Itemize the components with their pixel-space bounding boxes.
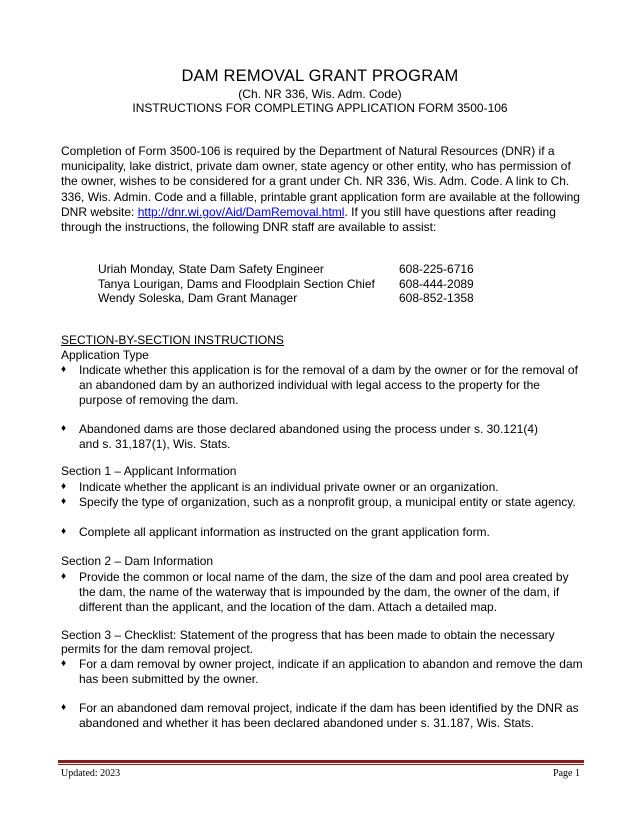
bullet-icon: ♦	[61, 526, 67, 537]
intro-text-before: Completion of Form 3500-106 is required by the Department of Natural Resources (DNR) if a municipality, lake district, private dam owner, state agency or other entity, who has permission of the owner, wishes to be considered for a grant under Ch. NR 336, Wis. Adm. Code. A link to Ch. 336, Wis. Admin. Code and a fillable, printable grant application form are available at the following DNR website:	[61, 144, 580, 219]
list-item	[61, 525, 583, 540]
bullet-icon: ♦	[61, 496, 67, 507]
section3-heading: Section 3 – Checklist: Statement of the progress that has been made to obtain the necessary	[61, 628, 555, 642]
intro-paragraph	[61, 144, 583, 235]
bullet-text: For a dam removal by owner project, indicate if an application to abandon and remove the dam has been submitted by the owner.	[79, 657, 583, 686]
intro-text-after: . If you still have questions after reading through the instructions, the following DNR staff are available to assist:	[61, 204, 556, 235]
contact-list	[98, 262, 518, 306]
contact-name: Tanya Lourigan, Dams and Floodplain Section Chief	[98, 276, 375, 291]
dnr-website-link[interactable]: http://dnr.wi.gov/Aid/DamRemoval.html	[137, 204, 345, 219]
footer-divider	[58, 760, 584, 763]
contact-phone: 608-852-1358	[399, 291, 474, 305]
section3-heading-cont: permits for the dam removal project.	[61, 642, 254, 656]
bullet-icon: ♦	[61, 481, 67, 492]
page-title: DAM REMOVAL GRANT PROGRAM	[181, 67, 459, 85]
list-item	[61, 495, 583, 510]
bullet-text: Abandoned dams are those declared abandoned using the process under s. 30.121(4) and s. 31,187(1), Wis. Stats.	[79, 422, 538, 451]
bullet-icon: ♦	[61, 702, 67, 713]
contact-phone: 608-444-2089	[399, 276, 474, 291]
page-subtitle: (Ch. NR 336, Wis. Adm. Code)	[238, 87, 402, 101]
list-item	[61, 363, 583, 407]
bullet-text: Indicate whether the applicant is an individual private owner or an organization.	[79, 480, 499, 494]
list-item	[61, 570, 583, 614]
list-item	[61, 657, 583, 687]
contact-phone: 608-225-6716	[399, 262, 474, 276]
bullet-icon: ♦	[61, 571, 67, 582]
page-subtitle-instructions: INSTRUCTIONS FOR COMPLETING APPLICATION FORM 3500-106	[132, 101, 508, 115]
bullet-icon: ♦	[61, 364, 67, 375]
bullet-text: Indicate whether this application is for the removal of a dam by the owner or for the removal of an abandoned dam by an authorized individual with legal access to the property for the purpose of removing the dam.	[79, 363, 578, 407]
contact-row	[98, 291, 518, 306]
list-item	[61, 422, 583, 452]
contact-row	[98, 262, 518, 277]
footer-divider-thin	[58, 764, 584, 765]
bullet-icon: ♦	[61, 423, 67, 434]
section-instructions-heading: SECTION-BY-SECTION INSTRUCTIONS	[61, 333, 284, 347]
bullet-text: For an abandoned dam removal project, indicate if the dam has been identified by the DNR as abandoned and whether it has been declared abandoned under s. 31.187, Wis. Stats.	[79, 701, 579, 730]
section2-heading: Section 2 – Dam Information	[61, 554, 214, 568]
contact-name: Wendy Soleska, Dam Grant Manager	[98, 291, 298, 305]
bullet-text: Specify the type of organization, such as a nonprofit group, a municipal entity or state agency.	[79, 495, 576, 509]
list-item	[61, 480, 583, 495]
contact-name: Uriah Monday, State Dam Safety Engineer	[98, 262, 324, 276]
bullet-text: Provide the common or local name of the dam, the size of the dam and pool area created by the dam, the name of the waterway that is impounded by the dam, the owner of the dam, if different than the applicant, and the location of the dam. Attach a detailed map.	[79, 570, 569, 614]
footer-updated: Updated: 2023	[61, 768, 121, 779]
section1-heading: Section 1 – Applicant Information	[61, 464, 237, 478]
bullet-text: Complete all applicant information as instructed on the grant application form.	[79, 525, 490, 539]
footer-page-number: Page 1	[553, 768, 580, 779]
bullet-icon: ♦	[61, 658, 67, 669]
application-type-heading: Application Type	[61, 348, 149, 362]
list-item	[61, 701, 583, 731]
contact-row	[98, 277, 518, 292]
